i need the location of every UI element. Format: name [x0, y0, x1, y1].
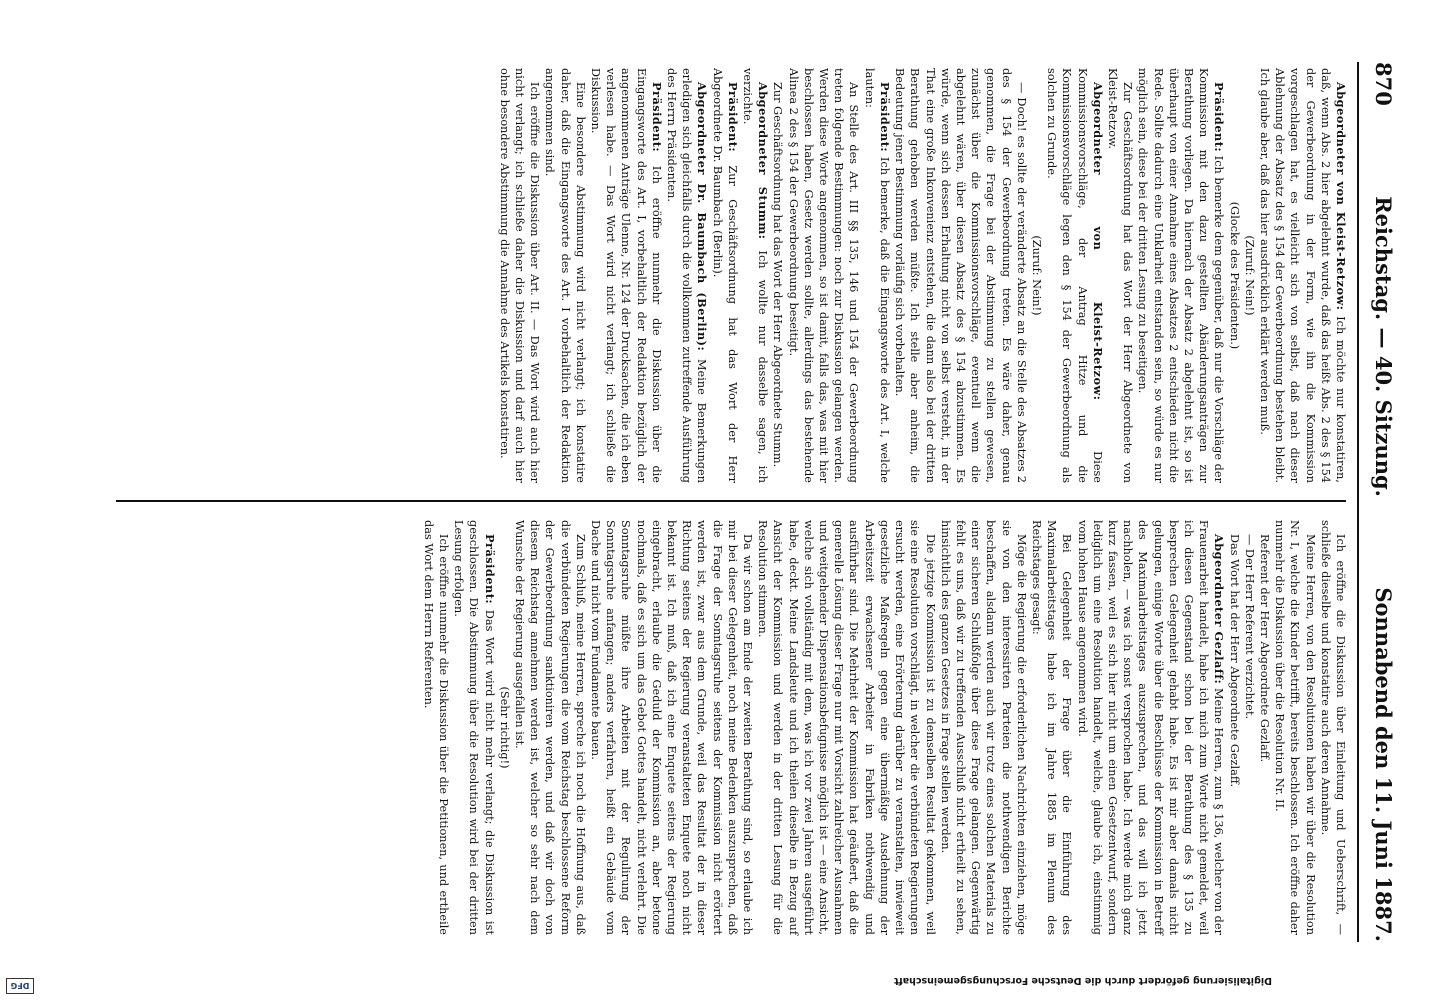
paragraph: [512, 520, 588, 935]
speaker-name: Präsident:: [1212, 82, 1227, 153]
paragraph: [862, 68, 892, 483]
page-header: [1364, 62, 1396, 942]
paragraph-text: Meine Bemerkungen erledigen sich gleichfalls durch die vollkommen zutreffende Ausführung des Herrn Präsidenten.: [665, 68, 709, 484]
page-number: 870: [1371, 62, 1396, 106]
paragraph: [1272, 520, 1318, 935]
paragraph-text: Referent der Herr Abgeordnete Gezlaff.: [1257, 534, 1271, 763]
speaker-name: Präsident:: [482, 534, 497, 605]
paragraph: [755, 520, 937, 935]
header-date: Sonnabend den 11. Juni 1887.: [1371, 587, 1396, 942]
paragraph-text: Ich eröffne die Diskussion über Einleitung und Ueberschrift, — schließe dieselbe und konstatire auch deren Annahme.: [1318, 520, 1347, 935]
speaker-name: Präsident:: [877, 82, 892, 153]
paragraph: [664, 68, 710, 483]
header-rule: [1357, 62, 1359, 942]
paragraph-text: Bei Gelegenheit der Frage über die Einführung des Maximalarbeitstages habe ich im Jahre 1885 im Plenum des Reichstages gesagt:: [1029, 520, 1074, 935]
paragraph: [1257, 68, 1348, 483]
paragraph-text: Das Wort wird nicht mehr verlangt; die Diskussion ist geschlossen. Die Abstimmung über die Resolution wird bei der dritten Lesung erfolgen.: [452, 520, 496, 935]
paragraph-text: Zur Geschäftsordnung hat das Wort der Herr Abgeordnete Dr. Baumbach (Berlin).: [710, 68, 739, 483]
paragraph-text: Ich eröffne die Diskussion über Art. II. — Das Wort wird auch hier nicht verlangt; ich schließe daher die Diskussion und darf auch hier ohne besondere Abstimmung die Annahme des Artikels konstatiren.: [497, 68, 542, 483]
paragraph-text: Ich eröffne nunmehr die Diskussion über die Petitionen, und ertheile das Wort dem Herrn Referenten.: [421, 520, 451, 935]
paragraph-text: Ich eröffne nunmehr die Diskussion über die Eingangsworte des Art. I, vorbehaltlich der Redaktion bezüglich der angenommenen Anträge Ulenne, Nr. 124 der Drucksachen, die ich eben verlesen habe. — Das Wort wird nicht verlangt; ich schließe die Diskussion.: [589, 68, 663, 483]
digitization-note: Digitalisierung gefördert durch die Deutsche Forschungsgemeinschaft: [894, 975, 1272, 986]
speaker-name: Abgeordneter von Kleist-Retzow:: [1090, 82, 1105, 401]
paragraph: [588, 520, 755, 935]
interjection: (Glocke des Präsidenten.): [1227, 201, 1241, 350]
speaker-name: Abgeordneter Dr. Baumbach (Berlin):: [695, 82, 710, 352]
interjection: (Zuruf: Nein!): [1242, 235, 1256, 316]
paragraph-text: Zur Geschäftsordnung hat das Wort der Herr Abgeordnete von Kleist-Retzow.: [1105, 68, 1135, 483]
paragraph-text: Meine Herren, von den Resolutionen haben wir über die Resolution Nr. I, welche die Kinder betrifft, bereits beschlossen. Ich eröffne daher nunmehr die Diskussion über die Resolution Nr. II.: [1273, 520, 1317, 935]
paragraph: [1135, 68, 1226, 483]
speaker-name: Abgeordneter Gezlaff:: [1212, 534, 1227, 685]
paragraph: [1029, 520, 1075, 935]
paragraph: [542, 68, 588, 483]
paragraph: [451, 520, 497, 935]
paragraph-text: Zum Schluß, meine Herren, spreche ich noch die Hoffnung aus, daß die verbündeten Regierungen die vom Reichstag beschlossene Reform der Gewerbeordnung sanktioniren werden, und daß wir doch von diesem Reichstag annehmen werden ist, welcher so sehr nach dem Wunsche der Regierung ausgefallen ist.: [513, 520, 587, 935]
paragraph: [421, 520, 451, 935]
paragraph: [588, 68, 664, 483]
speaker-name: Abgeordneter von Kleist-Retzow:: [1334, 82, 1348, 311]
interjection: (Zuruf: Nein!): [1029, 235, 1043, 316]
paragraph: [785, 68, 861, 483]
paragraph-text: Das Wort hat der Herr Abgeordnete Gezlaff.: [1227, 534, 1241, 788]
paragraph-text: Da wir schon am Ende der zweiten Berathung sind, so erlaube ich mir bei dieser Gelegenheit, noch meine Bedenken auszusprechen, daß die Frage der Sonntagsruhe seitens der Kommission nicht erörtert werden ist, zwar aus dem Grunde, weil das Resultat der in dieser Richtung seitens der Regierung veranstalteten Enquete noch nicht bekannt ist. Ich muß, daß ich eine Enquete seitens der Regierung eingebracht, erlaube die Geduld der Kommission an, aber betone nochmals, daß es sich um das Gebot Gottes handelt, nicht verlehrt. Die Sonntagsruhe müßte ihre Arbeiten mit der Regulirung der Sonntagsruhe anfangen; anders verfahren, heißt ein Gebäude vom Dache und nicht vom Fundamente bauen.: [589, 520, 755, 935]
speaker-name: Präsident:: [649, 82, 664, 153]
paragraph: [1226, 520, 1241, 935]
paragraph: [740, 68, 770, 483]
dfg-logo: DFG: [6, 978, 34, 994]
speaker-name: Abgeordneter Stumm:: [756, 82, 771, 240]
header-title: Reichstag. — 40. Sitzung.: [1371, 196, 1396, 497]
paragraph: [1318, 520, 1348, 935]
paragraph-text: Ich bemerke dem gegenüber, daß nur die Vorschläge der Kommission mit den dazu gestellten Abänderungsanträgen zur Berathung vorliegen. Da hiernach der Absatz 2 abgelehnt ist, so ist überhaupt von einer Annahme eines Absatzes 2 entschieden nicht die Rede. Sollte dadurch eine Unklarheit entstanden sein, so würde es nur möglich sein, diese bei der dritten Lesung zu beseitigen.: [1136, 68, 1226, 483]
interjection: (Sehr richtig!): [497, 686, 511, 769]
paragraph-text: — Doch! es sollte der veränderte Absatz an die Stelle des Absatzes 2 des § 154 der Gewerbeordnung treten. Es wäre daher, genau genommen, die Frage bei der Abstimmung zu stellen gewesen, zunächst über die Kommissionsvorschläge, eventuell wenn die abgelehnt wären, über diesen Absatz des § 154 abzustimmen. Es würde, wenn sich dessen Erhaltung nicht von selbst versteht, in der That eine große Inkonvenienz entstehen, die dann also bei der dritten Berathung gehoben werden müßte. Ich stelle aber anheim, die Bedeutung jener Bestimmung vorläufig sich vorbehalten.: [893, 68, 1028, 483]
speaker-name: Präsident:: [725, 82, 740, 153]
paragraph-text: An Stelle des Art. III §§ 135, 146 und 154 der Gewerbeordnung treten folgende Bestimmungen: noch zur Diskussion gelangen werden. Werden diese Worte angenommen, so ist damit, falls das, was mit hier beschlossen haben, Gesetz werden sollte, allerdings das bestehende Alinea 2 des § 154 der Gewerbeordnung beseitigt.: [786, 68, 861, 483]
left-column: [497, 68, 1348, 483]
paragraph: [1044, 68, 1105, 483]
paragraph: [709, 68, 739, 483]
paragraph: [1105, 68, 1135, 483]
paragraph-text: Eine besondere Abstimmung wird nicht verlangt; ich konstatire daher, daß die Eingangsworte des Art. I vorbehaltlich der Redaktion angenommen sind.: [543, 68, 587, 483]
paragraph-text: — Der Herr Referent verzichtet.: [1242, 534, 1256, 720]
paragraph: [770, 68, 785, 483]
paragraph-text: Die jetzige Kommission ist zu demselben Resultat gekommen, weil sie eine Resolution vorschlägt, in welcher die verbündeten Regierungen ersucht werden, eine Erörterung darüber zu veranstalten, inwieweit gesetzliche Maßregeln gegen eine übermäßige Ausdehnung der Arbeitszeit erwachsener Arbeiter in Fabriken nothwendig und ausführbar sind. Die Mehrheit der Kommission hat geäußert, daß die generelle Lösung dieser Frage nur mit Vorsicht zahlreicher Ausnahmen und weitgehender Dispensationsbefugnisse möglich ist — eine Ansicht, welche sich vollständig mit dem, was ich vor zwei Jahren ausgeführt habe, deckt. Meine Landsleute und ich theilen dieselbe in Bezug auf Ansicht der Kommission und werden in der dritten Lesung für die Resolution stimmen.: [756, 520, 937, 935]
column-divider: [116, 500, 1346, 502]
paragraph: [892, 68, 1029, 483]
paragraph: [1242, 520, 1257, 935]
paragraph-text: Ich wollte nur dasselbe sagen, ich verzichte.: [741, 68, 770, 483]
right-column: [421, 520, 1348, 935]
paragraph-text: Diese Kommissionsvorschläge, der Antrag Hitze und die Kommissionsvorschläge legen den § 154 der Gewerbeordnung als solchen zu Grunde.: [1045, 68, 1104, 483]
paragraph-text: Ich möchte nur konstatiren, daß, wenn Abs. 2 hier abgelehnt wurde, daß das heißt Abs. 2 des § 154 der Gewerbeordnung in der Form, wie ihn die Kommission vorgeschlagen hat, es vielleicht sich von selbst, daß nach dieser Ablehnung der Absatz des § 154 der Gewerbeordnung bestehen bleibt. Ich glaube aber, daß das hier ausdrücklich erklärt werden muß.: [1257, 68, 1347, 483]
paragraph-text: Ich bemerke, daß die Eingangsworte des Art. I, welche lauten:: [862, 68, 891, 483]
paragraph: [1074, 520, 1226, 935]
paragraph: [1257, 520, 1272, 935]
paragraph: [497, 68, 543, 483]
paragraph-text: Möge die Regierung die erforderlichen Nachrichten einziehen, möge sie von den interessirten Parteien die nothwendigen Berichte beschaffen, alsdann werden auch wir trotz eines solchen Materials zu einer sicheren Schlußfolge über diese Frage gelangen. Gegenwärtig fehlt es uns, daß wir zu treffenden Ausschluß nicht ertheilt zu sehen, hinsichtlich des ganzen Gesetzes in Frage stellen werden.: [938, 520, 1028, 935]
paragraph-text: Zur Geschäftsordnung hat das Wort der Herr Abgeordnete Stumm.: [771, 82, 785, 468]
paragraph-text: Meine Herren, zum § 136, welcher von der Frauenarbeit handelt, habe ich mich zum Worte nicht gemeldet, weil ich diesen Gegenstand schon bei der Berathung des § 135 zu besprechen Gelegenheit gehabt habe. Es ist mir aber damals nicht gelungen, einige Worte über die Beschlüsse der Kommission in Betreff des Maximalarbeitstages auszusprechen, und das will ich jetzt nachholen, — was ich sonst versprochen habe. Ich werde mich ganz kurz fassen, weil es sich hier nicht um einen Gesetzentwurf, sondern lediglich um eine Resolution handelt, welche, glaube ich, einstimmig vom hohen Hause angenommen wird.: [1075, 520, 1226, 935]
paragraph: [938, 520, 1029, 935]
